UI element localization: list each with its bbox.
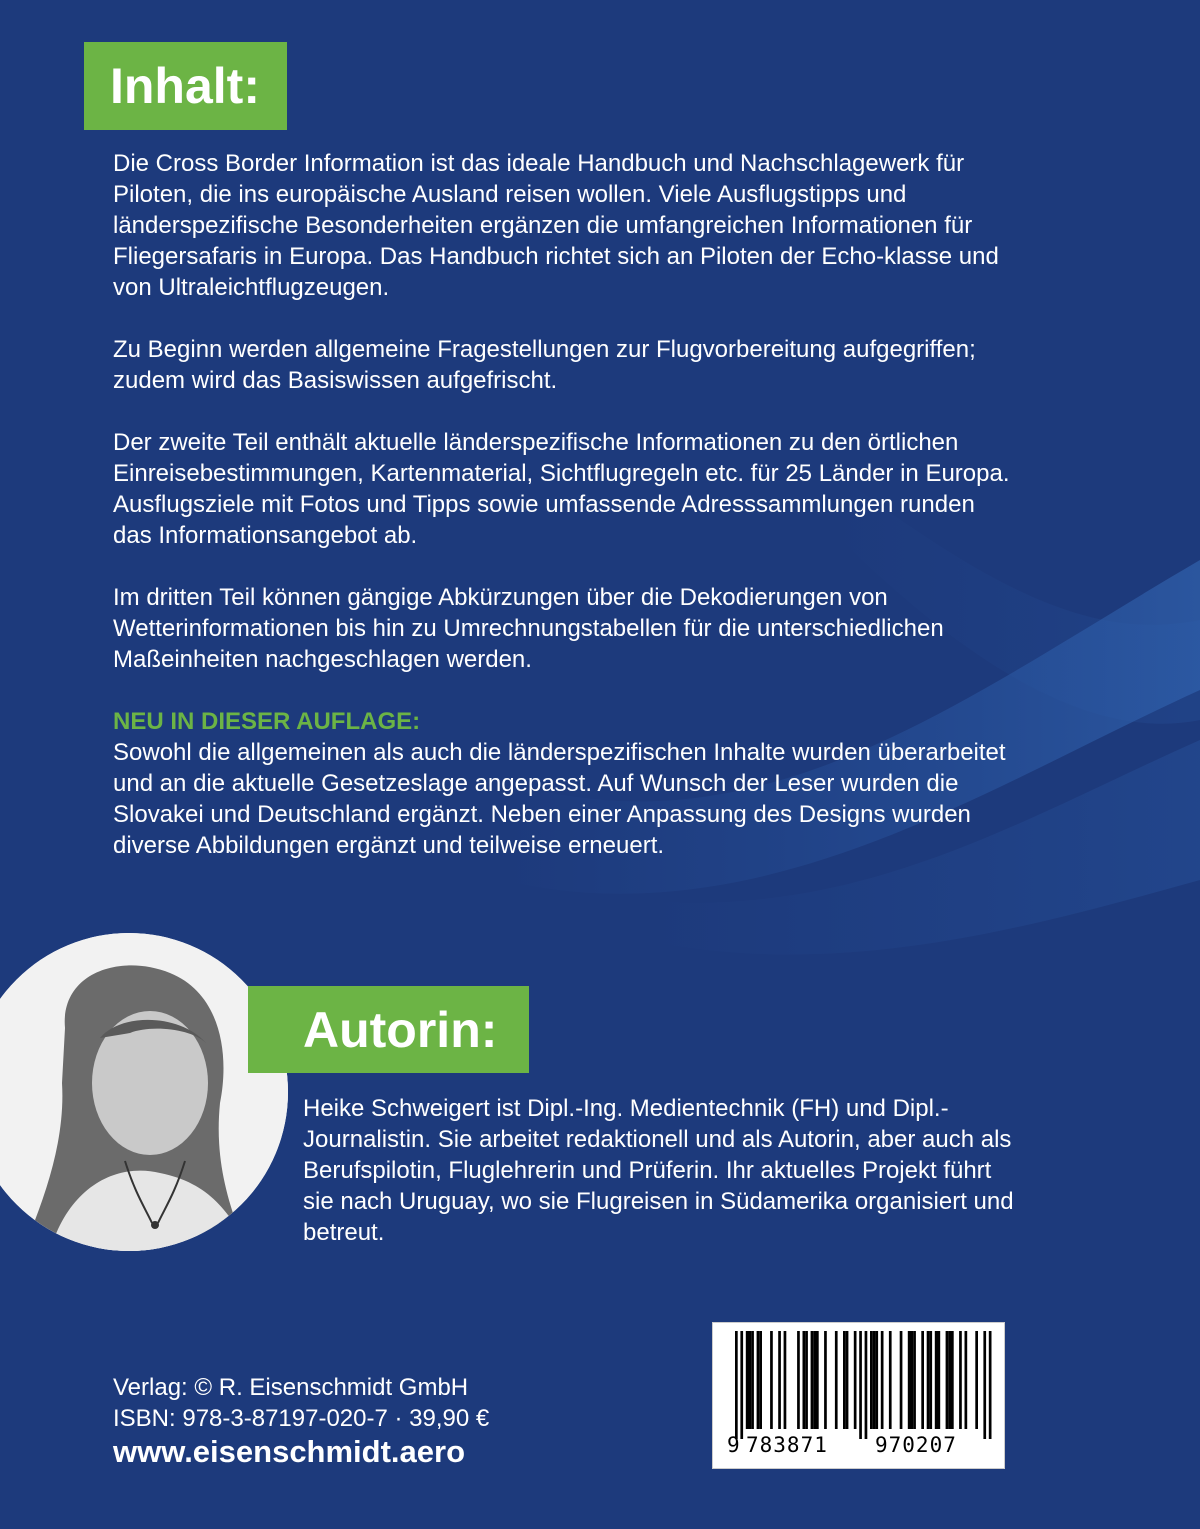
barcode-bar bbox=[740, 1331, 743, 1439]
barcode-bar bbox=[927, 1331, 930, 1429]
barcode-bar bbox=[873, 1331, 876, 1429]
barcode-bar bbox=[870, 1331, 873, 1429]
barcode-bar bbox=[859, 1331, 862, 1439]
barcode-bar bbox=[959, 1331, 962, 1429]
new-edition-section bbox=[113, 706, 1013, 861]
barcode-bar bbox=[921, 1331, 924, 1429]
content-body bbox=[113, 148, 1013, 861]
barcode-bar bbox=[757, 1331, 760, 1429]
barcode-left-group: 783871 bbox=[746, 1433, 828, 1457]
barcode-bar bbox=[735, 1331, 738, 1439]
barcode-bar bbox=[881, 1331, 884, 1429]
publisher-name: Verlag: © R. Eisenschmidt GmbH bbox=[113, 1374, 469, 1401]
content-paragraph: Die Cross Border Information ist das ideale Handbuch und Nachschlagewerk für Piloten, die ins europäische Ausland reisen wollen. Viele Ausflugstipps und länderspezifische Besonderheiten ergänzen die umfangreichen Informationen für Fliegersafaris in Europa. Das Handbuch richtet sich an Piloten der Echo-klasse und von Ultraleichtflugzeugen. bbox=[113, 150, 999, 301]
publisher-info bbox=[113, 1372, 489, 1434]
barcode-bar bbox=[975, 1331, 978, 1429]
barcode-bar bbox=[965, 1331, 968, 1429]
barcode-bar bbox=[989, 1331, 992, 1439]
barcode-bar bbox=[911, 1331, 914, 1429]
barcode-bar bbox=[913, 1331, 916, 1429]
author-heading: Autorin: bbox=[248, 986, 529, 1073]
barcode-bar bbox=[900, 1331, 903, 1429]
barcode-bar bbox=[889, 1331, 892, 1429]
barcode-bar bbox=[749, 1331, 752, 1429]
barcode-bar bbox=[865, 1331, 868, 1439]
barcode-bar bbox=[938, 1331, 941, 1429]
barcode-bar bbox=[751, 1331, 754, 1429]
barcode-bar bbox=[875, 1331, 878, 1429]
barcode-bar bbox=[929, 1331, 932, 1429]
barcode bbox=[712, 1322, 1005, 1469]
barcode-bar bbox=[843, 1331, 846, 1429]
barcode-bar bbox=[948, 1331, 951, 1429]
barcode-bar bbox=[824, 1331, 827, 1429]
barcode-bars bbox=[721, 1331, 998, 1439]
author-bio: Heike Schweigert ist Dipl.-Ing. Medientechnik (FH) und Dipl.-Journalistin. Sie arbeitet redaktionell und als Autorin, aber auch als Berufspilotin, Fluglehrerin und Prüferin. Ihr aktuelles Projekt führt sie nach Uruguay, wo sie Flugreisen in Südamerika organisiert und betreut. bbox=[303, 1095, 1014, 1246]
barcode-bar bbox=[951, 1331, 954, 1429]
content-paragraph: Zu Beginn werden allgemeine Fragestellungen zur Flugvorbereitung aufgegriffen; zudem wird das Basiswissen aufgefrischt. bbox=[113, 336, 976, 394]
new-edition-text: Sowohl die allgemeinen als auch die länderspezifischen Inhalte wurden überarbeitet und an die aktuelle Gesetzeslage angepasst. Auf Wunsch der Leser wurden die Slovakei und Deutschland ergänzt. Neben einer Anpassung des Designs wurden diverse Abbildungen ergänzt und teilweise erneuert. bbox=[113, 739, 1006, 859]
barcode-bar bbox=[854, 1331, 857, 1429]
barcode-bar bbox=[835, 1331, 838, 1429]
barcode-bar bbox=[805, 1331, 808, 1429]
barcode-bar bbox=[846, 1331, 849, 1429]
barcode-bar bbox=[816, 1331, 819, 1429]
barcode-bar bbox=[813, 1331, 816, 1429]
content-paragraph: Der zweite Teil enthält aktuelle länderspezifische Informationen zu den örtlichen Einreisebestimmungen, Kartenmaterial, Sichtflugregeln etc. für 25 Länder in Europa. Ausflugsziele mit Fotos und Tipps sowie umfassende Adresssammlungen runden das Informationsangebot ab. bbox=[113, 429, 1010, 549]
barcode-bar bbox=[784, 1331, 787, 1429]
barcode-bar bbox=[746, 1331, 749, 1429]
barcode-bar bbox=[797, 1331, 800, 1429]
content-paragraph: Im dritten Teil können gängige Abkürzungen über die Dekodierungen von Wetterinformationen bis hin zu Umrechnungstabellen für die unterschiedlichen Maßeinheiten nachgeschlagen werden. bbox=[113, 584, 944, 673]
barcode-bar bbox=[908, 1331, 911, 1429]
barcode-right-group: 970207 bbox=[875, 1433, 957, 1457]
new-edition-label: NEU IN DIESER AUFLAGE: bbox=[113, 708, 421, 735]
barcode-bar bbox=[935, 1331, 938, 1429]
barcode-bar bbox=[770, 1331, 773, 1429]
website-link[interactable]: www.eisenschmidt.aero bbox=[113, 1434, 466, 1469]
barcode-first-digit: 9 bbox=[727, 1433, 740, 1457]
barcode-bar bbox=[803, 1331, 806, 1429]
isbn-price: ISBN: 978-3-87197-020-7 · 39,90 € bbox=[113, 1405, 490, 1432]
barcode-bar bbox=[759, 1331, 762, 1429]
barcode-bar bbox=[778, 1331, 781, 1429]
barcode-bar bbox=[946, 1331, 949, 1429]
barcode-bar bbox=[811, 1331, 814, 1429]
barcode-bar bbox=[983, 1331, 986, 1439]
content-heading: Inhalt: bbox=[84, 42, 287, 130]
